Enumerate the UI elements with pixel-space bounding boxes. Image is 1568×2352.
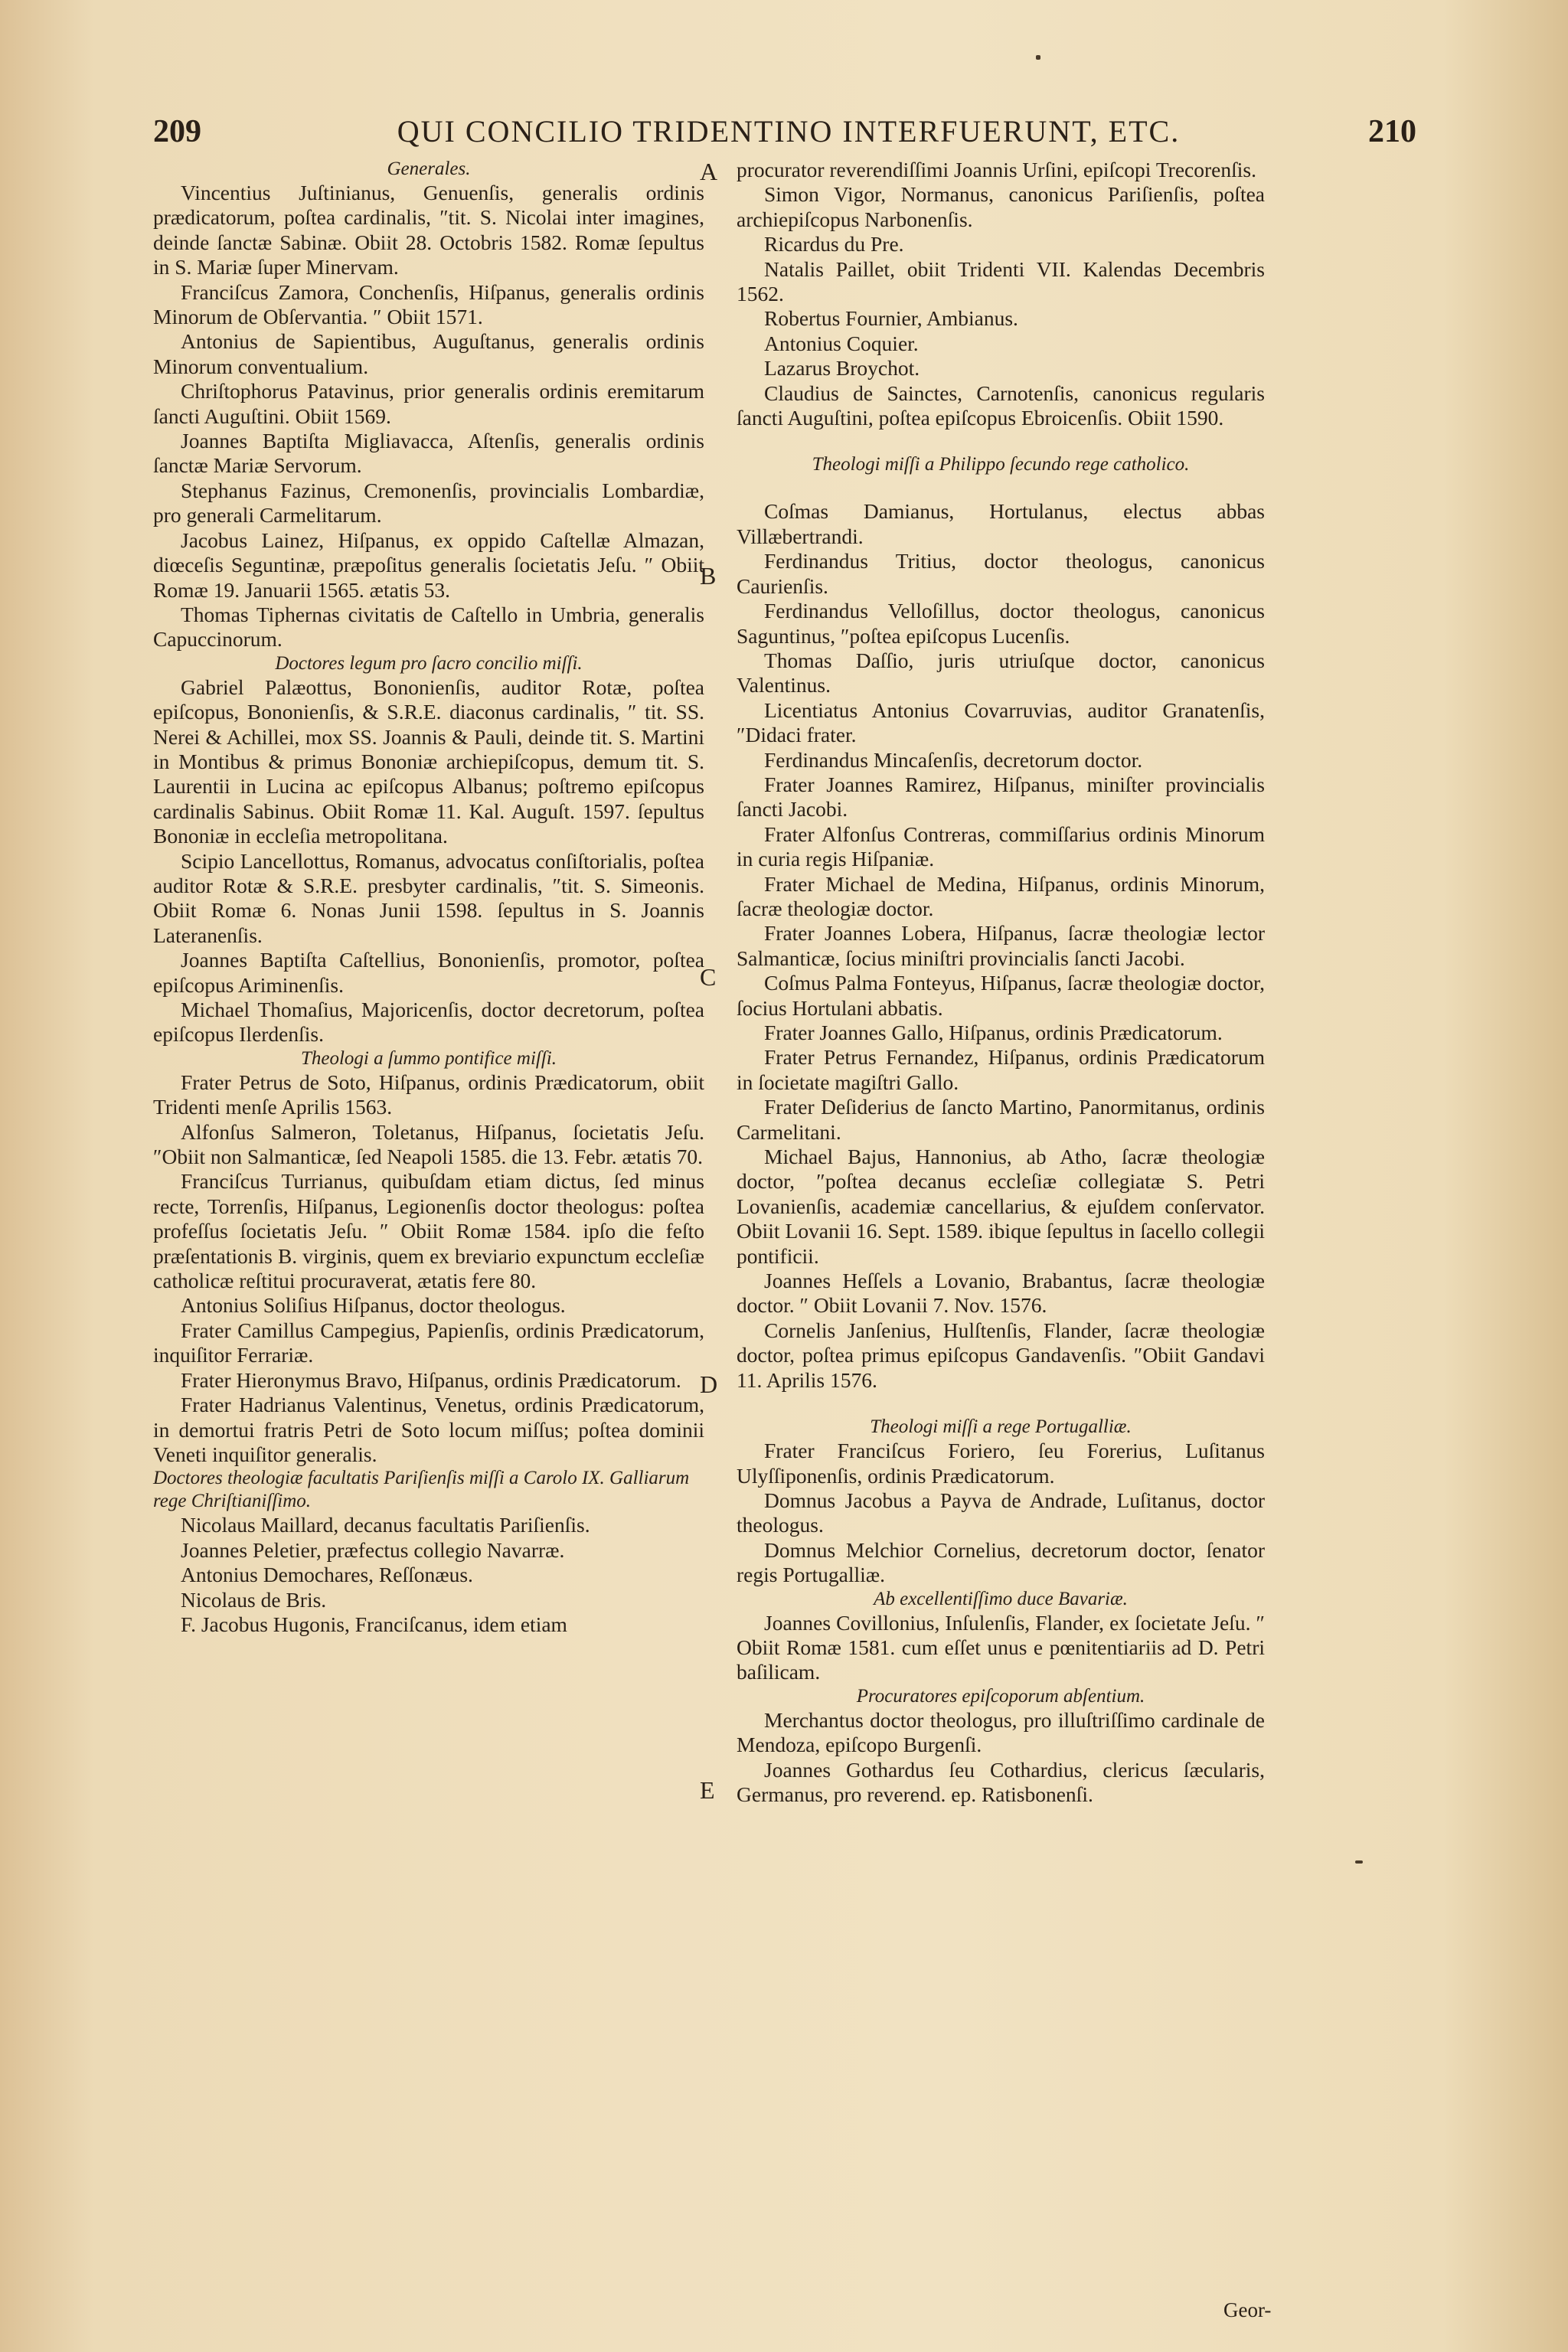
entry-paragraph: Chriſtophorus Patavinus, prior generalis ordinis eremitarum ſancti Auguſtini. Obiit 1569.: [153, 379, 704, 428]
entry-paragraph: Antonius Coquier.: [764, 331, 919, 355]
entry-paragraph: Franciſcus Turrianus, quibuſdam etiam dictus, ſed minus recte, Torrenſis, Hiſpanus, Legionenſis doctor theologus: poſtea profeſſus ſocietatis Jeſu. ″ Obiit Romæ 1584. ipſo die feſto præſentationis B. virginis, quem ex breviario expunctum eccleſiæ catholicæ reſtitui procuraverat, ætatis fere 80.: [153, 1169, 704, 1293]
section-heading: Theologi miſſi a rege Portugalliæ.: [870, 1416, 1132, 1438]
entry-paragraph: Frater Deſiderius de ſancto Martino, Panormitanus, ordinis Carmelitani.: [737, 1095, 1265, 1144]
entry-paragraph: Antonius de Sapientibus, Auguſtanus, generalis ordinis Minorum conventualium.: [153, 329, 704, 378]
entry-paragraph: procurator reverendiſſimi Joannis Urſini, epiſcopi Trecorenſis.: [737, 158, 1256, 181]
entry-paragraph: Nicolaus de Bris.: [181, 1587, 327, 1612]
entry-paragraph: Ferdinandus Mincaſenſis, decretorum doctor.: [764, 747, 1143, 772]
entry-paragraph: Gabriel Palæottus, Bononienſis, auditor Rotæ, poſtea epiſcopus, Bononienſis, & S.R.E. diaconus cardinalis, ″ tit. SS. Nerei & Achillei, mox SS. Joannis & Pauli, deinde tit. S. Martini in Montibus & primus Bononiæ archiepiſcopus, demum tit. S. Laurentii in Lucina ac epiſcopus Albanus; poſtremo epiſcopus cardinalis Sabinus. Obiit Romæ 11. Kal. Auguſt. 1597. ſepultus Bononiæ in eccleſia metropolitana.: [153, 675, 704, 848]
entry-paragraph: Thomas Daſſio, juris utriuſque doctor, canonicus Valentinus.: [737, 648, 1265, 697]
entry-paragraph: Frater Hieronymus Bravo, Hiſpanus, ordinis Prædicatorum.: [181, 1367, 681, 1392]
section-heading: Theologi a ſummo pontifice miſſi.: [300, 1047, 557, 1069]
running-title: QUI CONCILIO TRIDENTINO INTERFUERUNT, ETC.: [397, 114, 1181, 149]
entry-paragraph: Jacobus Lainez, Hiſpanus, ex oppido Caſtellæ Almazan, diœceſis Seguntinæ, præpoſitus generalis ſocietatis Jeſu. ″ Obiit Romæ 19. Januarii 1565. ætatis 53.: [153, 528, 704, 602]
right-column: [737, 158, 1265, 1807]
entry-paragraph: Scipio Lancellottus, Romanus, advocatus conſiſtorialis, poſtea auditor Rotæ & S.R.E. presbyter cardinalis, ″tit. S. Simeonis. Obiit Romæ 6. Nonas Junii 1598. ſepultus in S. Joannis Lateranenſis.: [153, 848, 704, 947]
entry-paragraph: Natalis Paillet, obiit Tridenti VII. Kalendas Decembris 1562.: [737, 256, 1265, 306]
entry-paragraph: Joannes Covillonius, Inſulenſis, Flander, ex ſocietate Jeſu. ″ Obiit Romæ 1581. cum eſſet unus e pœnitentiariis ad D. Petri baſilicam.: [737, 1610, 1265, 1684]
left-column: [153, 158, 704, 1637]
margin-letter: E: [700, 1776, 715, 1804]
entry-paragraph: Coſmus Palma Fonteyus, Hiſpanus, ſacræ theologiæ doctor, ſocius Hortulani abbatis.: [737, 971, 1265, 1020]
entry-paragraph: Michael Thomaſius, Majoricenſis, doctor decretorum, poſtea epiſcopus Ilerdenſis.: [153, 998, 704, 1047]
margin-letter: C: [700, 963, 717, 991]
entry-paragraph: Frater Joannes Ramirez, Hiſpanus, miniſter provincialis ſancti Jacobi.: [737, 772, 1265, 822]
entry-paragraph: Frater Alfonſus Contreras, commiſſarius ordinis Minorum in curia regis Hiſpaniæ.: [737, 822, 1265, 871]
entry-paragraph: Frater Franciſcus Foriero, ſeu Forerius, Luſitanus Ulyſſiponenſis, ordinis Prædicatorum.: [737, 1439, 1265, 1488]
entry-paragraph: Joannes Baptiſta Migliavacca, Aſtenſis, generalis ordinis ſanctæ Mariæ Servorum.: [153, 429, 704, 478]
entry-paragraph: Nicolaus Maillard, decanus facultatis Pariſienſis.: [181, 1513, 590, 1537]
section-heading: Doctores legum pro ſacro concilio miſſi.: [275, 652, 583, 674]
entry-paragraph: Frater Joannes Lobera, Hiſpanus, ſacræ theologiæ lector Salmanticæ, ſocius miniſtri provincialis ſancti Jacobi.: [737, 921, 1265, 970]
entry-paragraph: Coſmas Damianus, Hortulanus, electus abbas Villæbertrandi.: [737, 499, 1265, 548]
entry-paragraph: Alfonſus Salmeron, Toletanus, Hiſpanus, ſocietatis Jeſu. ″Obiit non Salmanticæ, ſed Neapoli 1585. die 13. Febr. ætatis 70.: [153, 1119, 704, 1169]
entry-paragraph: Antonius Demochares, Reſſonæus.: [181, 1563, 473, 1587]
section-heading: Generales.: [387, 158, 471, 179]
entry-paragraph: Joannes Gothardus ſeu Cothardius, clericus ſæcularis, Germanus, pro reverend. ep. Ratisbonenſi.: [737, 1757, 1265, 1806]
entry-paragraph: Frater Petrus Fernandez, Hiſpanus, ordinis Prædicatorum in ſocietate magiſtri Gallo.: [737, 1045, 1265, 1094]
entry-paragraph: Domnus Jacobus a Payva de Andrade, Luſitanus, doctor theologus.: [737, 1488, 1265, 1537]
entry-paragraph: Claudius de Sainctes, Carnotenſis, canonicus regularis ſancti Auguſtini, poſtea epiſcopus Ebroicenſis. Obiit 1590.: [737, 381, 1265, 430]
spacer: [737, 1393, 1265, 1416]
page-header: [145, 113, 1416, 159]
margin-letter: B: [700, 562, 717, 590]
entry-paragraph: Thomas Tiphernas civitatis de Caſtello in Umbria, generalis Capuccinorum.: [153, 602, 704, 652]
entry-paragraph: Simon Vigor, Normanus, canonicus Pariſienſis, poſtea archiepiſcopus Narbonenſis.: [737, 182, 1265, 231]
entry-paragraph: Joannes Peletier, præfectus collegio Navarræ.: [181, 1537, 565, 1562]
section-heading: Theologi miſſi a Philippo ſecundo rege catholico.: [812, 454, 1190, 475]
entry-paragraph: Lazarus Broychot.: [764, 356, 920, 381]
spacer: [737, 430, 1265, 453]
entry-paragraph: Vincentius Juſtinianus, Genuenſis, generalis ordinis prædicatorum, poſtea cardinalis, ″tit. S. Nicolai inter imagines, deinde ſanctæ Sabinæ. Obiit 28. Octobris 1582. Romæ ſepultus in S. Mariæ ſuper Minervam.: [153, 181, 704, 279]
entry-paragraph: Michael Bajus, Hannonius, ab Atho, ſacræ theologiæ doctor, ″poſtea decanus eccleſiæ collegiatæ S. Petri Lovanienſis, academiæ cancellarius, & ejuſdem conſervator. Obiit Lovanii 16. Sept. 1589. ibique ſepultus in ſacello collegii pontificii.: [737, 1145, 1265, 1268]
entry-paragraph: Antonius Soliſius Hiſpanus, doctor theologus.: [181, 1293, 566, 1318]
entry-paragraph: Frater Joannes Gallo, Hiſpanus, ordinis Prædicatorum.: [764, 1021, 1223, 1044]
margin-letter: D: [700, 1370, 718, 1398]
entry-paragraph: Domnus Melchior Cornelius, decretorum doctor, ſenator regis Portugalliæ.: [737, 1537, 1265, 1587]
section-heading: Ab excellentiſſimo duce Bavariæ.: [874, 1588, 1128, 1609]
section-heading: Procuratores epiſcoporum abſentium.: [856, 1685, 1145, 1707]
entry-paragraph: Ferdinandus Velloſillus, doctor theologus, canonicus Saguntinus, ″poſtea epiſcopus Lucenſis.: [737, 599, 1265, 648]
entry-paragraph: Stephanus Fazinus, Cremonenſis, provincialis Lombardiæ, pro generali Carmelitarum.: [153, 478, 704, 528]
entry-paragraph: Ferdinandus Tritius, doctor theologus, canonicus Caurienſis.: [737, 549, 1265, 598]
section-heading: Doctores theologiæ facultatis Pariſienſis miſſi a Carolo IX. Galliarum rege Chriſtianiſſimo.: [153, 1468, 690, 1512]
entry-paragraph: Licentiatus Antonius Covarruvias, auditor Granatenſis, ″Didaci frater.: [737, 697, 1265, 747]
page-number-right: 210: [1368, 114, 1416, 149]
entry-paragraph: F. Jacobus Hugonis, Franciſcanus, idem etiam: [181, 1612, 567, 1636]
margin-letter: A: [700, 158, 718, 185]
entry-paragraph: Joannes Heſſels a Lovanio, Brabantus, ſacræ theologiæ doctor. ″ Obiit Lovanii 7. Nov. 1576.: [737, 1269, 1265, 1318]
entry-paragraph: Frater Michael de Medina, Hiſpanus, ordinis Minorum, ſacræ theologiæ doctor.: [737, 871, 1265, 920]
ink-mark: [1355, 1860, 1363, 1864]
entry-paragraph: Robertus Fournier, Ambianus.: [764, 306, 1018, 331]
entry-paragraph: Merchantus doctor theologus, pro illuſtriſſimo cardinale de Mendoza, epiſcopo Burgenſi.: [737, 1707, 1265, 1757]
entry-paragraph: Franciſcus Zamora, Conchenſis, Hiſpanus, generalis ordinis Minorum de Obſervantia. ″ Obiit 1571.: [153, 279, 704, 329]
ink-speck: [1036, 55, 1040, 60]
entry-paragraph: Ricardus du Pre.: [764, 232, 904, 256]
entry-paragraph: Frater Hadrianus Valentinus, Venetus, ordinis Prædicatorum, in demortui fratris Petri de Soto locum miſſus; poſtea dominii Veneti inquiſitor generalis.: [153, 1393, 704, 1466]
entry-paragraph: Cornelis Janſenius, Hulſtenſis, Flander, ſacræ theologiæ doctor, poſtea primus epiſcopus Gandavenſis. ″Obiit Gandavi 11. Aprilis 1576.: [737, 1318, 1265, 1392]
catchword: Geor-: [1223, 2298, 1272, 2321]
spacer: [737, 476, 1265, 499]
entry-paragraph: Frater Petrus de Soto, Hiſpanus, ordinis Prædicatorum, obiit Tridenti menſe Aprilis 1563.: [153, 1070, 704, 1119]
page-number-left: 209: [153, 114, 201, 149]
entry-paragraph: Joannes Baptiſta Caſtellius, Bononienſis, promotor, poſtea epiſcopus Ariminenſis.: [153, 948, 704, 997]
entry-paragraph: Frater Camillus Campegius, Papienſis, ordinis Prædicatorum, inquiſitor Ferrariæ.: [153, 1318, 704, 1367]
